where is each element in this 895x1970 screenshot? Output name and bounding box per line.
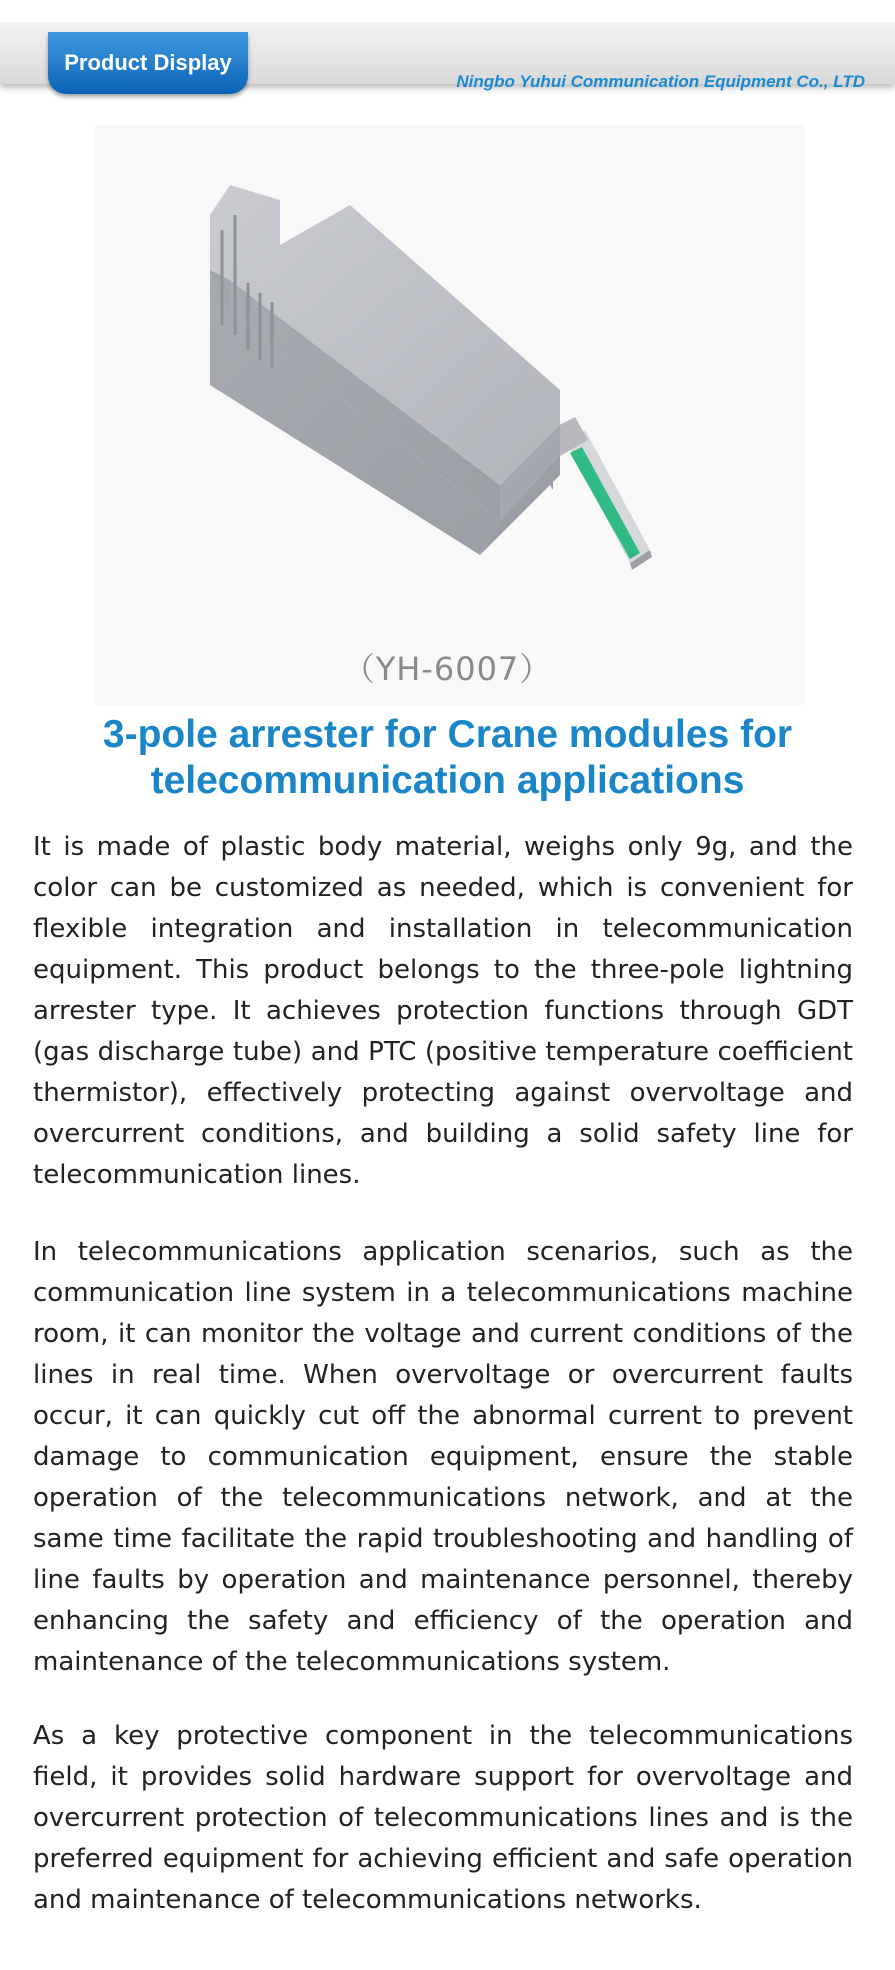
company-name: Ningbo Yuhui Communication Equipment Co., LTD: [456, 72, 865, 91]
description-paragraph-1: It is made of plastic body material, weighs only 9g, and the color can be customized as needed, which is convenient for flexible integration and installation in telecommunication equipment. This product belongs to the three-pole lightning arrester type. It achieves protection functions through GDT (gas discharge tube) and PTC (positive temperature coefficient thermistor), effectively protecting against overvoltage and overcurrent conditions, and building a solid safety line for telecommunication lines.: [33, 832, 853, 1190]
model-number: （YH-6007）: [342, 650, 553, 688]
description-paragraph-2: In telecommunications application scenarios, such as the communication line system in a telecommunications machine room, it can monitor the voltage and current conditions of the lines in real time. When overvoltage or overcurrent faults occur, it can quickly cut off the abnormal current to prevent damage to communication equipment, ensure the stable operation of the telecommunications network, and at the same time facilitate the rapid troubleshooting and handling of line faults by operation and maintenance personnel, thereby enhancing the safety and efficiency of the operation and maintenance of the telecommunications system.: [33, 1237, 853, 1677]
description-paragraph-3: As a key protective component in the telecommunications field, it provides solid hardware support for overvoltage and overcurrent protection of telecommunications lines and is the preferred equipment for achieving efficient and safe operation and maintenance of telecommunications networks.: [33, 1721, 853, 1915]
page-header: [0, 0, 895, 91]
product-display-tab[interactable]: Product Display: [48, 32, 248, 94]
product-image: [200, 185, 680, 615]
contact-blade: [565, 430, 652, 570]
product-title: 3-pole arrester for Crane modules for telecommunication applications: [102, 713, 793, 802]
